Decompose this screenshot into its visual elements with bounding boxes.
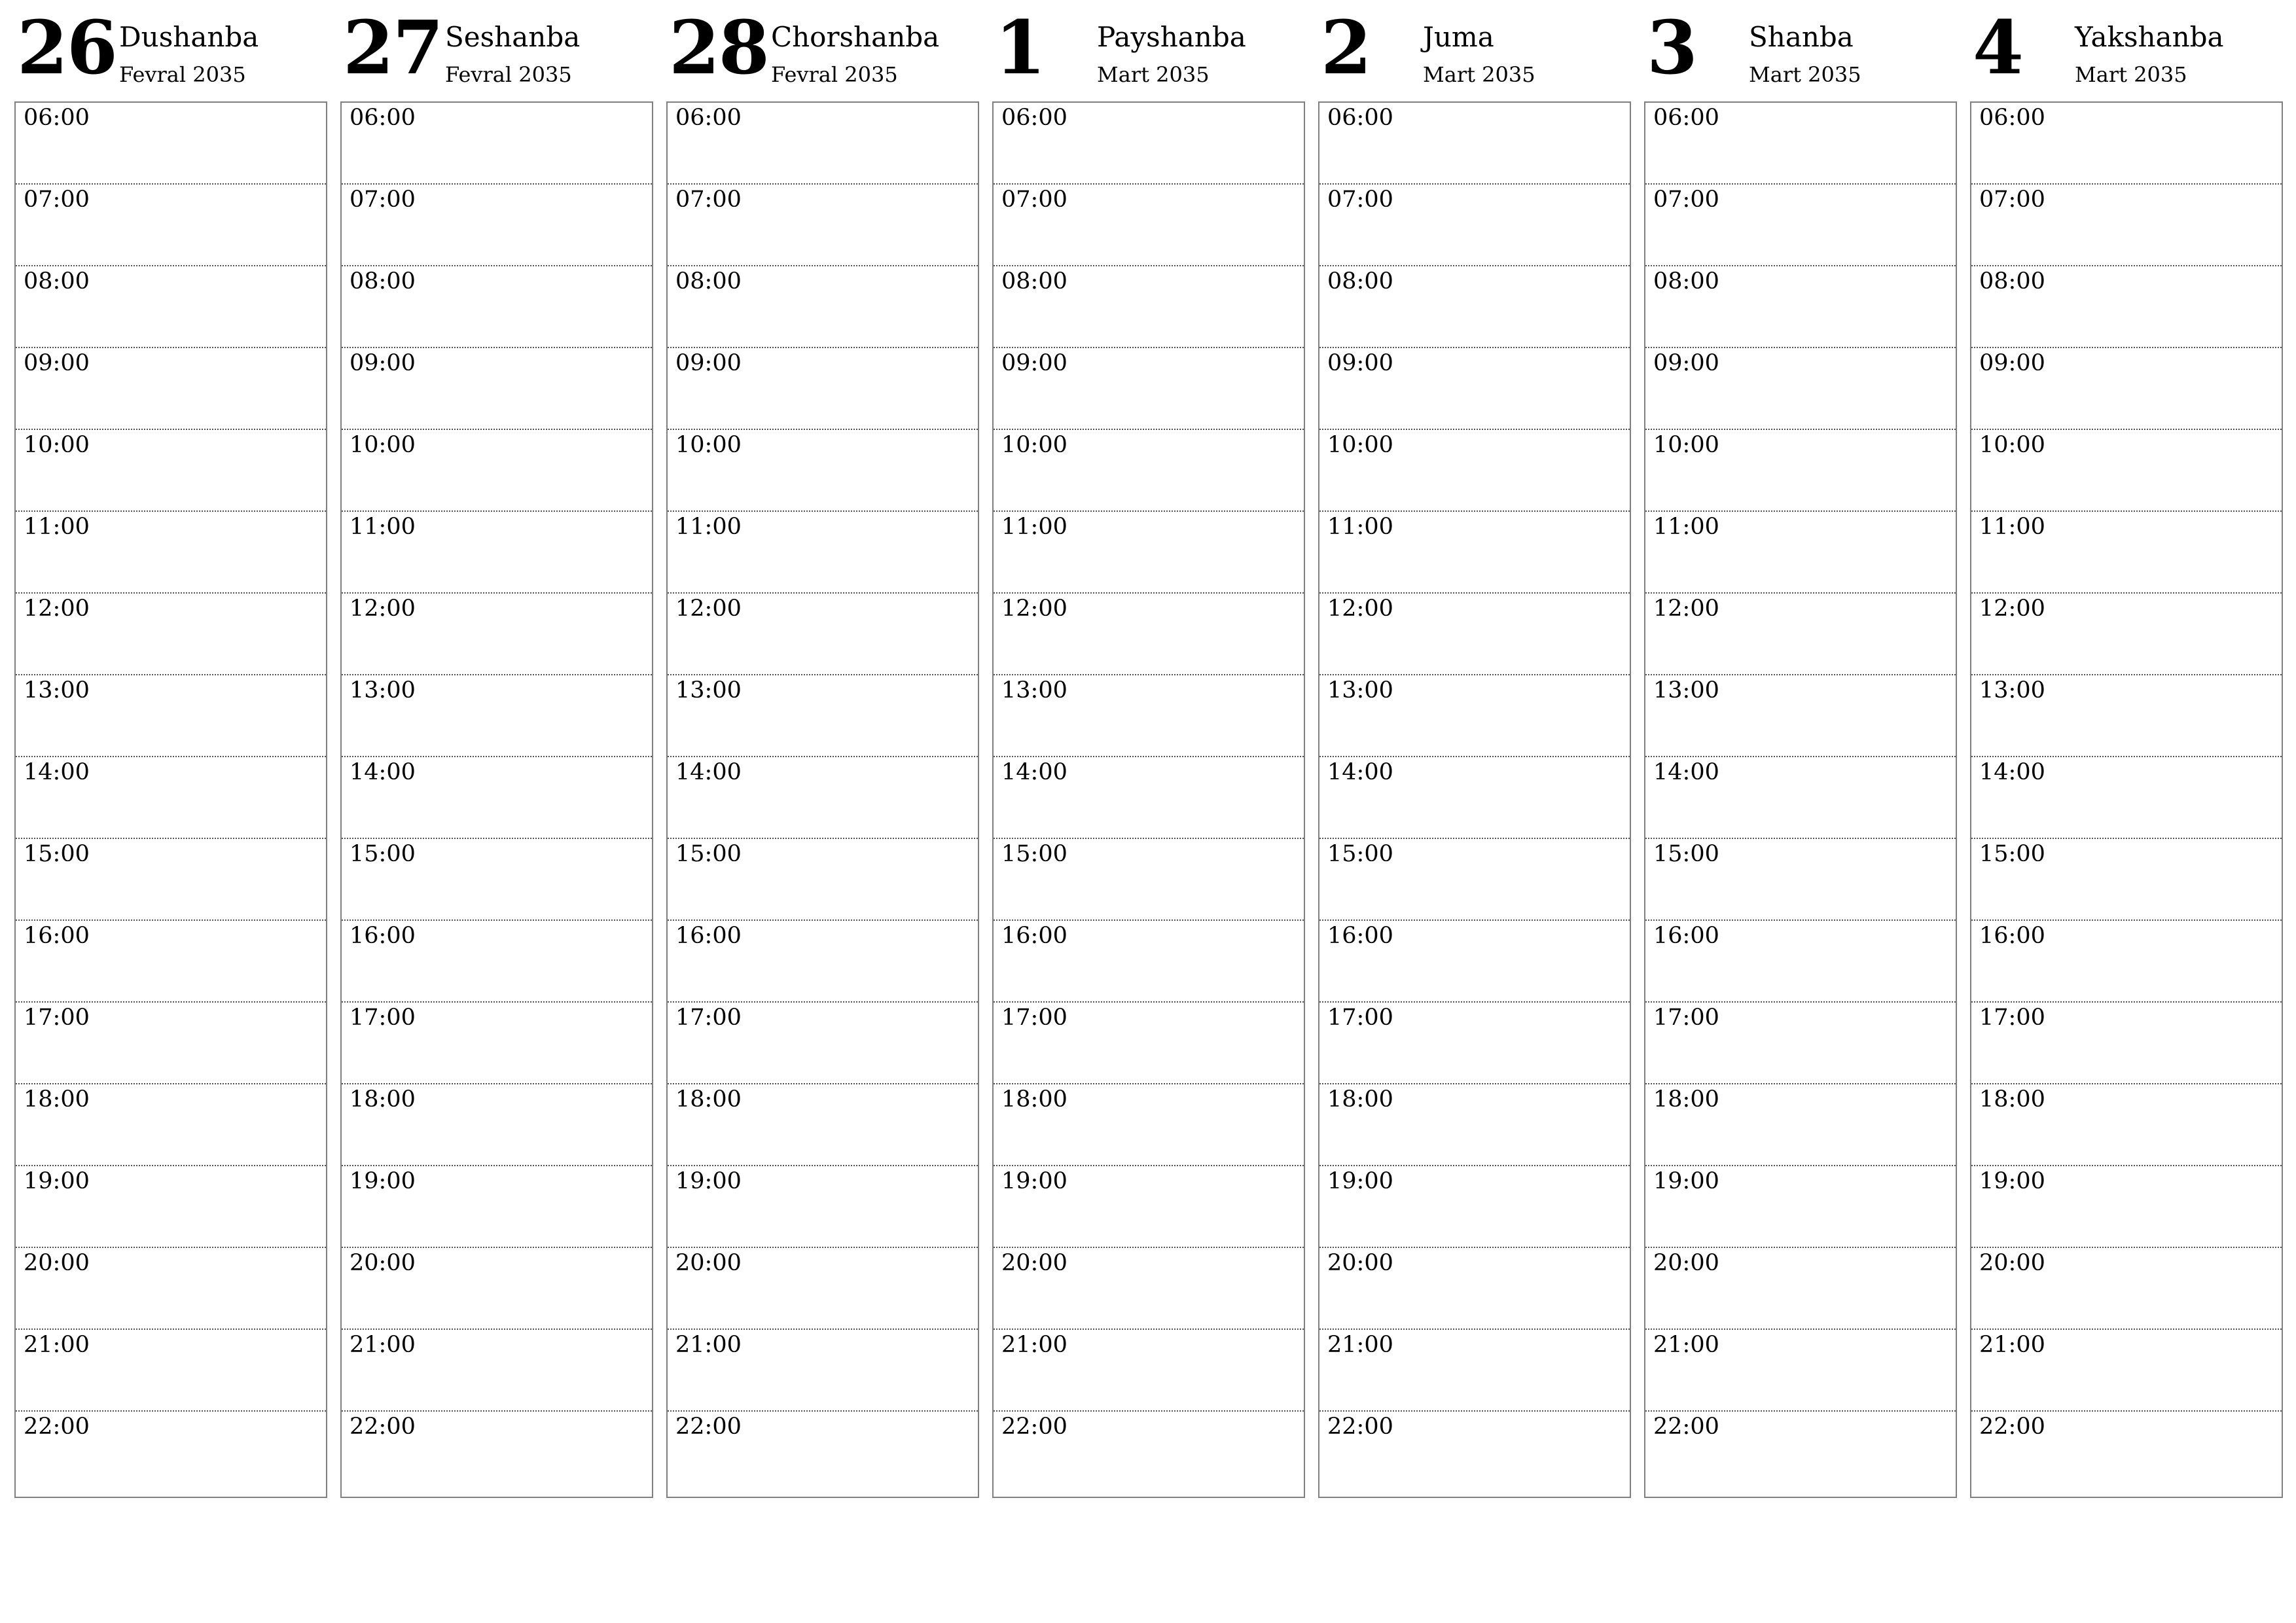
time-slot[interactable] bbox=[16, 185, 326, 266]
time-label: 06:00 bbox=[1979, 105, 2045, 131]
time-slot[interactable] bbox=[994, 921, 1304, 1003]
time-slot[interactable] bbox=[994, 348, 1304, 430]
time-label: 14:00 bbox=[1001, 759, 1067, 785]
time-label: 18:00 bbox=[1001, 1086, 1067, 1113]
time-label: 06:00 bbox=[350, 105, 416, 131]
time-slot[interactable] bbox=[342, 103, 652, 185]
time-label: 10:00 bbox=[1001, 432, 1067, 458]
time-slot[interactable] bbox=[1319, 266, 1630, 348]
time-label: 14:00 bbox=[24, 759, 90, 785]
time-label: 16:00 bbox=[1979, 923, 2045, 949]
time-label: 20:00 bbox=[1327, 1250, 1393, 1276]
time-label: 15:00 bbox=[350, 841, 416, 867]
time-label: 16:00 bbox=[350, 923, 416, 949]
time-label: 10:00 bbox=[1327, 432, 1393, 458]
time-slot[interactable] bbox=[1645, 103, 1956, 185]
time-label: 06:00 bbox=[1001, 105, 1067, 131]
time-label: 15:00 bbox=[1653, 841, 1719, 867]
time-label: 16:00 bbox=[1001, 923, 1067, 949]
time-slot[interactable] bbox=[668, 1248, 978, 1330]
time-label: 17:00 bbox=[1979, 1005, 2045, 1031]
time-slot[interactable] bbox=[1645, 1003, 1956, 1084]
time-label: 13:00 bbox=[1327, 677, 1393, 704]
day-number: 1 bbox=[995, 5, 1045, 91]
time-label: 10:00 bbox=[1979, 432, 2045, 458]
time-label: 20:00 bbox=[350, 1250, 416, 1276]
time-slot[interactable] bbox=[994, 1084, 1304, 1166]
time-label: 22:00 bbox=[675, 1414, 742, 1440]
time-slot[interactable] bbox=[1319, 430, 1630, 512]
time-slot[interactable] bbox=[1645, 594, 1956, 675]
time-label: 08:00 bbox=[24, 268, 90, 294]
time-label: 07:00 bbox=[1979, 187, 2045, 213]
day-header bbox=[14, 0, 327, 101]
time-label: 13:00 bbox=[675, 677, 742, 704]
time-label: 21:00 bbox=[1979, 1332, 2045, 1358]
time-slot[interactable] bbox=[668, 675, 978, 757]
day-name: Chorshanba bbox=[771, 21, 940, 53]
time-slot[interactable] bbox=[16, 266, 326, 348]
time-slot[interactable] bbox=[1645, 757, 1956, 839]
time-slot[interactable] bbox=[1971, 103, 2282, 185]
time-label: 12:00 bbox=[24, 596, 90, 622]
time-slot[interactable] bbox=[1971, 1166, 2282, 1248]
time-slot[interactable] bbox=[1971, 675, 2282, 757]
time-slot[interactable] bbox=[1971, 512, 2282, 594]
time-slot[interactable] bbox=[668, 266, 978, 348]
time-label: 17:00 bbox=[350, 1005, 416, 1031]
day-month: Fevral 2035 bbox=[771, 62, 898, 87]
time-label: 16:00 bbox=[675, 923, 742, 949]
time-slot[interactable] bbox=[1319, 1084, 1630, 1166]
time-slot[interactable] bbox=[994, 1003, 1304, 1084]
time-slot[interactable] bbox=[342, 757, 652, 839]
time-slot[interactable] bbox=[668, 1166, 978, 1248]
time-slot[interactable] bbox=[1645, 1084, 1956, 1166]
time-slot[interactable] bbox=[1645, 1330, 1956, 1412]
time-label: 13:00 bbox=[1979, 677, 2045, 704]
time-slot[interactable] bbox=[1319, 1412, 1630, 1497]
time-label: 09:00 bbox=[1979, 350, 2045, 376]
time-label: 11:00 bbox=[350, 514, 416, 540]
day-header bbox=[340, 0, 653, 101]
time-label: 22:00 bbox=[1979, 1414, 2045, 1440]
time-label: 13:00 bbox=[24, 677, 90, 704]
time-slot[interactable] bbox=[1319, 1166, 1630, 1248]
time-slot[interactable] bbox=[342, 1412, 652, 1497]
time-label: 07:00 bbox=[675, 187, 742, 213]
time-label: 22:00 bbox=[24, 1414, 90, 1440]
day-name: Dushanba bbox=[119, 21, 259, 53]
time-label: 09:00 bbox=[1653, 350, 1719, 376]
day-schedule-box[interactable] bbox=[666, 101, 979, 1498]
time-slot[interactable] bbox=[1319, 839, 1630, 921]
time-slot[interactable] bbox=[1319, 512, 1630, 594]
time-slot[interactable] bbox=[1319, 1248, 1630, 1330]
time-slot[interactable] bbox=[1971, 1412, 2282, 1497]
time-label: 21:00 bbox=[1001, 1332, 1067, 1358]
time-label: 16:00 bbox=[1327, 923, 1393, 949]
time-label: 09:00 bbox=[675, 350, 742, 376]
time-slot[interactable] bbox=[16, 1412, 326, 1497]
time-label: 08:00 bbox=[1979, 268, 2045, 294]
time-label: 17:00 bbox=[1001, 1005, 1067, 1031]
time-label: 12:00 bbox=[1327, 596, 1393, 622]
time-label: 22:00 bbox=[350, 1414, 416, 1440]
time-label: 13:00 bbox=[1001, 677, 1067, 704]
time-label: 19:00 bbox=[1327, 1168, 1393, 1194]
day-number: 2 bbox=[1321, 5, 1371, 91]
time-label: 06:00 bbox=[24, 105, 90, 131]
time-slot[interactable] bbox=[994, 103, 1304, 185]
time-slot[interactable] bbox=[342, 348, 652, 430]
time-slot[interactable] bbox=[1645, 1412, 1956, 1497]
time-slot[interactable] bbox=[16, 430, 326, 512]
time-slot[interactable] bbox=[1971, 1003, 2282, 1084]
time-slot[interactable] bbox=[1971, 757, 2282, 839]
time-label: 20:00 bbox=[1001, 1250, 1067, 1276]
day-column bbox=[1970, 0, 2283, 1440]
time-slot[interactable] bbox=[1971, 1330, 2282, 1412]
time-slot[interactable] bbox=[994, 185, 1304, 266]
time-label: 08:00 bbox=[1653, 268, 1719, 294]
day-name: Seshanba bbox=[445, 21, 581, 53]
time-label: 19:00 bbox=[675, 1168, 742, 1194]
time-label: 21:00 bbox=[24, 1332, 90, 1358]
time-label: 09:00 bbox=[24, 350, 90, 376]
time-label: 11:00 bbox=[24, 514, 90, 540]
time-label: 14:00 bbox=[1327, 759, 1393, 785]
time-label: 19:00 bbox=[24, 1168, 90, 1194]
time-label: 22:00 bbox=[1653, 1414, 1719, 1440]
time-label: 15:00 bbox=[1979, 841, 2045, 867]
time-slot[interactable] bbox=[342, 266, 652, 348]
time-label: 18:00 bbox=[1653, 1086, 1719, 1113]
time-slot[interactable] bbox=[342, 675, 652, 757]
time-label: 09:00 bbox=[350, 350, 416, 376]
time-label: 08:00 bbox=[350, 268, 416, 294]
time-label: 07:00 bbox=[1327, 187, 1393, 213]
time-label: 12:00 bbox=[1979, 596, 2045, 622]
time-slot[interactable] bbox=[342, 839, 652, 921]
time-label: 13:00 bbox=[1653, 677, 1719, 704]
time-label: 06:00 bbox=[1327, 105, 1393, 131]
time-slot[interactable] bbox=[1319, 348, 1630, 430]
day-schedule-box[interactable] bbox=[992, 101, 1305, 1498]
time-label: 17:00 bbox=[1653, 1005, 1719, 1031]
day-header bbox=[1970, 0, 2283, 101]
time-slot[interactable] bbox=[1645, 675, 1956, 757]
time-label: 18:00 bbox=[675, 1086, 742, 1113]
time-slot[interactable] bbox=[1645, 1166, 1956, 1248]
time-label: 19:00 bbox=[1979, 1168, 2045, 1194]
time-slot[interactable] bbox=[668, 839, 978, 921]
time-slot[interactable] bbox=[16, 675, 326, 757]
time-slot[interactable] bbox=[1971, 921, 2282, 1003]
time-label: 14:00 bbox=[675, 759, 742, 785]
time-slot[interactable] bbox=[1645, 185, 1956, 266]
time-slot[interactable] bbox=[1971, 594, 2282, 675]
time-slot[interactable] bbox=[1319, 1003, 1630, 1084]
time-label: 06:00 bbox=[675, 105, 742, 131]
time-label: 21:00 bbox=[675, 1332, 742, 1358]
time-slot[interactable] bbox=[1971, 839, 2282, 921]
time-slot[interactable] bbox=[1645, 839, 1956, 921]
day-name: Shanba bbox=[1749, 21, 1854, 53]
time-slot[interactable] bbox=[1319, 757, 1630, 839]
time-label: 22:00 bbox=[1001, 1414, 1067, 1440]
time-label: 20:00 bbox=[1653, 1250, 1719, 1276]
time-label: 20:00 bbox=[675, 1250, 742, 1276]
day-header bbox=[1318, 0, 1631, 101]
time-slot[interactable] bbox=[342, 921, 652, 1003]
day-month: Mart 2035 bbox=[1097, 62, 1210, 87]
time-label: 19:00 bbox=[350, 1168, 416, 1194]
time-label: 10:00 bbox=[1653, 432, 1719, 458]
day-schedule-box[interactable] bbox=[14, 101, 327, 1498]
time-slot[interactable] bbox=[16, 1166, 326, 1248]
time-label: 18:00 bbox=[24, 1086, 90, 1113]
time-slot[interactable] bbox=[342, 185, 652, 266]
time-slot[interactable] bbox=[1319, 103, 1630, 185]
time-label: 11:00 bbox=[1001, 514, 1067, 540]
time-label: 09:00 bbox=[1327, 350, 1393, 376]
time-label: 08:00 bbox=[1001, 268, 1067, 294]
time-label: 21:00 bbox=[1327, 1332, 1393, 1358]
time-slot[interactable] bbox=[668, 103, 978, 185]
time-label: 08:00 bbox=[1327, 268, 1393, 294]
time-slot[interactable] bbox=[342, 1084, 652, 1166]
day-name: Juma bbox=[1423, 21, 1494, 53]
time-slot[interactable] bbox=[1645, 348, 1956, 430]
time-slot[interactable] bbox=[994, 675, 1304, 757]
time-slot[interactable] bbox=[994, 1166, 1304, 1248]
time-slot[interactable] bbox=[1971, 1248, 2282, 1330]
time-slot[interactable] bbox=[994, 1248, 1304, 1330]
day-column bbox=[1318, 0, 1631, 1440]
time-label: 07:00 bbox=[24, 187, 90, 213]
time-slot[interactable] bbox=[1645, 266, 1956, 348]
time-slot[interactable] bbox=[1971, 185, 2282, 266]
time-label: 15:00 bbox=[1327, 841, 1393, 867]
time-slot[interactable] bbox=[1645, 1248, 1956, 1330]
time-label: 22:00 bbox=[1327, 1414, 1393, 1440]
time-label: 19:00 bbox=[1001, 1168, 1067, 1194]
time-label: 15:00 bbox=[675, 841, 742, 867]
day-month: Fevral 2035 bbox=[119, 62, 246, 87]
time-slot[interactable] bbox=[342, 512, 652, 594]
time-label: 13:00 bbox=[350, 677, 416, 704]
time-slot[interactable] bbox=[668, 1084, 978, 1166]
time-slot[interactable] bbox=[994, 430, 1304, 512]
time-slot[interactable] bbox=[16, 1084, 326, 1166]
day-name: Payshanba bbox=[1097, 21, 1246, 53]
day-column bbox=[1644, 0, 1957, 1440]
time-slot[interactable] bbox=[1645, 921, 1956, 1003]
day-column bbox=[14, 0, 327, 1440]
time-slot[interactable] bbox=[668, 921, 978, 1003]
time-slot[interactable] bbox=[342, 1003, 652, 1084]
time-label: 14:00 bbox=[1979, 759, 2045, 785]
day-month: Mart 2035 bbox=[1423, 62, 1535, 87]
time-slot[interactable] bbox=[16, 594, 326, 675]
time-slot[interactable] bbox=[1971, 1084, 2282, 1166]
day-column bbox=[340, 0, 653, 1440]
time-label: 10:00 bbox=[675, 432, 742, 458]
time-slot[interactable] bbox=[994, 839, 1304, 921]
time-slot[interactable] bbox=[16, 839, 326, 921]
time-label: 12:00 bbox=[675, 596, 742, 622]
time-label: 12:00 bbox=[1653, 596, 1719, 622]
time-label: 07:00 bbox=[1001, 187, 1067, 213]
time-slot[interactable] bbox=[668, 348, 978, 430]
time-slot[interactable] bbox=[16, 103, 326, 185]
day-header bbox=[992, 0, 1305, 101]
time-label: 06:00 bbox=[1653, 105, 1719, 131]
time-label: 10:00 bbox=[24, 432, 90, 458]
time-slot[interactable] bbox=[668, 185, 978, 266]
time-label: 16:00 bbox=[24, 923, 90, 949]
time-label: 09:00 bbox=[1001, 350, 1067, 376]
time-slot[interactable] bbox=[16, 512, 326, 594]
time-label: 11:00 bbox=[1653, 514, 1719, 540]
day-schedule-box[interactable] bbox=[1644, 101, 1957, 1498]
time-label: 12:00 bbox=[350, 596, 416, 622]
time-label: 12:00 bbox=[1001, 596, 1067, 622]
time-slot[interactable] bbox=[1645, 512, 1956, 594]
time-label: 21:00 bbox=[1653, 1332, 1719, 1358]
time-label: 17:00 bbox=[24, 1005, 90, 1031]
time-label: 14:00 bbox=[1653, 759, 1719, 785]
time-label: 10:00 bbox=[350, 432, 416, 458]
time-slot[interactable] bbox=[668, 430, 978, 512]
time-slot[interactable] bbox=[16, 921, 326, 1003]
day-month: Mart 2035 bbox=[1749, 62, 1861, 87]
time-slot[interactable] bbox=[668, 1003, 978, 1084]
time-slot[interactable] bbox=[16, 348, 326, 430]
time-slot[interactable] bbox=[342, 1248, 652, 1330]
time-label: 15:00 bbox=[24, 841, 90, 867]
day-schedule-box[interactable] bbox=[340, 101, 653, 1498]
time-label: 20:00 bbox=[24, 1250, 90, 1276]
day-name: Yakshanba bbox=[2075, 21, 2224, 53]
time-slot[interactable] bbox=[668, 1330, 978, 1412]
time-slot[interactable] bbox=[16, 1003, 326, 1084]
time-label: 18:00 bbox=[1327, 1086, 1393, 1113]
time-label: 11:00 bbox=[1327, 514, 1393, 540]
time-slot[interactable] bbox=[16, 1330, 326, 1412]
time-label: 20:00 bbox=[1979, 1250, 2045, 1276]
time-slot[interactable] bbox=[1971, 266, 2282, 348]
time-slot[interactable] bbox=[16, 1248, 326, 1330]
time-slot[interactable] bbox=[342, 1330, 652, 1412]
time-slot[interactable] bbox=[1319, 185, 1630, 266]
time-slot[interactable] bbox=[994, 1412, 1304, 1497]
day-header bbox=[1644, 0, 1957, 101]
time-slot[interactable] bbox=[668, 1412, 978, 1497]
time-label: 17:00 bbox=[675, 1005, 742, 1031]
day-number: 28 bbox=[669, 5, 768, 91]
time-slot[interactable] bbox=[1319, 594, 1630, 675]
time-slot[interactable] bbox=[668, 512, 978, 594]
time-slot[interactable] bbox=[994, 757, 1304, 839]
time-label: 14:00 bbox=[350, 759, 416, 785]
time-slot[interactable] bbox=[1319, 675, 1630, 757]
time-slot[interactable] bbox=[1645, 430, 1956, 512]
day-number: 4 bbox=[1973, 5, 2022, 91]
time-label: 18:00 bbox=[1979, 1086, 2045, 1113]
time-label: 08:00 bbox=[675, 268, 742, 294]
time-label: 07:00 bbox=[350, 187, 416, 213]
time-slot[interactable] bbox=[994, 1330, 1304, 1412]
time-label: 16:00 bbox=[1653, 923, 1719, 949]
time-slot[interactable] bbox=[342, 430, 652, 512]
time-label: 17:00 bbox=[1327, 1005, 1393, 1031]
time-slot[interactable] bbox=[668, 594, 978, 675]
time-label: 21:00 bbox=[350, 1332, 416, 1358]
time-slot[interactable] bbox=[994, 266, 1304, 348]
time-label: 15:00 bbox=[1001, 841, 1067, 867]
time-slot[interactable] bbox=[1971, 430, 2282, 512]
day-column bbox=[992, 0, 1305, 1440]
time-slot[interactable] bbox=[994, 594, 1304, 675]
time-slot[interactable] bbox=[668, 757, 978, 839]
time-slot[interactable] bbox=[342, 1166, 652, 1248]
time-slot[interactable] bbox=[994, 512, 1304, 594]
time-slot[interactable] bbox=[342, 594, 652, 675]
time-slot[interactable] bbox=[1319, 1330, 1630, 1412]
day-number: 26 bbox=[17, 5, 117, 91]
day-month: Fevral 2035 bbox=[445, 62, 572, 87]
day-month: Mart 2035 bbox=[2075, 62, 2187, 87]
time-label: 11:00 bbox=[1979, 514, 2045, 540]
day-column bbox=[666, 0, 979, 1440]
time-slot[interactable] bbox=[16, 757, 326, 839]
day-schedule-box[interactable] bbox=[1970, 101, 2283, 1498]
time-slot[interactable] bbox=[1319, 921, 1630, 1003]
time-label: 18:00 bbox=[350, 1086, 416, 1113]
time-label: 19:00 bbox=[1653, 1168, 1719, 1194]
time-label: 11:00 bbox=[675, 514, 742, 540]
day-header bbox=[666, 0, 979, 101]
day-number: 3 bbox=[1647, 5, 1696, 91]
day-number: 27 bbox=[343, 5, 442, 91]
day-schedule-box[interactable] bbox=[1318, 101, 1631, 1498]
time-label: 07:00 bbox=[1653, 187, 1719, 213]
time-slot[interactable] bbox=[1971, 348, 2282, 430]
